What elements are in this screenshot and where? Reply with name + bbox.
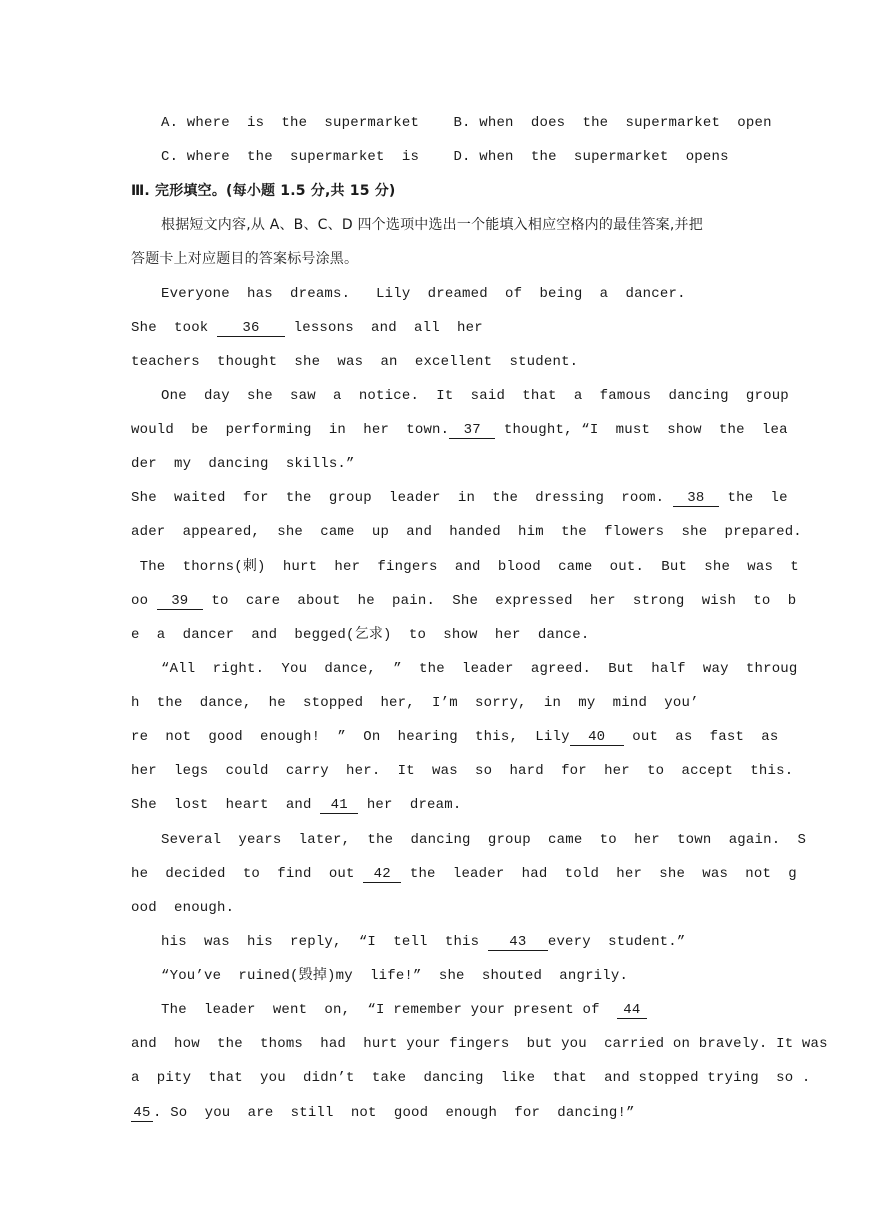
passage-line: “All right. You dance, ” the leader agreed. But half way throug: [161, 661, 798, 677]
option-row-cd: [161, 148, 729, 166]
passage-line: he decided to find out 42 the leader had told her she was not g: [131, 866, 797, 882]
passage-line: would be performing in her town. 37 thought, “I must show the lea: [131, 422, 788, 438]
option-c: C. where the supermarket is: [161, 149, 420, 165]
passage-line: ood enough.: [131, 900, 235, 916]
passage-line: She lost heart and 41 her dream.: [131, 797, 462, 813]
option-d: D. when the supermarket opens: [453, 149, 729, 165]
passage-line: The thorns(刺) hurt her fingers and blood came out. But she was t: [131, 559, 799, 575]
blank-39: 39: [157, 593, 203, 610]
option-a: A. where is the supermarket: [161, 115, 420, 131]
passage-line: and how the thoms had hurt your fingers but you carried on bravely. It was: [131, 1036, 828, 1052]
passage-line: teachers thought she was an excellent student.: [131, 354, 579, 370]
passage-line: She took 36 lessons and all her: [131, 320, 483, 336]
blank-42: 42: [363, 866, 401, 883]
passage-line: his was his reply, “I tell this 43 every student.”: [161, 934, 686, 950]
passage-line: Several years later, the dancing group came to her town again. S: [161, 832, 807, 848]
blank-36: 36: [217, 320, 285, 337]
passage-line: her legs could carry her. It was so hard for her to accept this.: [131, 763, 794, 779]
passage-line: Everyone has dreams. Lily dreamed of being a dancer.: [161, 286, 686, 302]
passage-line: der my dancing skills.”: [131, 456, 355, 472]
passage-line: The leader went on, “I remember your present of 44: [161, 1001, 647, 1019]
passage-line: She waited for the group leader in the dressing room. 38 the le: [131, 490, 788, 506]
blank-44: 44: [617, 1002, 647, 1019]
passage-line: One day she saw a notice. It said that a famous dancing group: [161, 388, 789, 404]
passage-line: e a dancer and begged(乞求) to show her dance.: [131, 627, 590, 643]
section-title: Ⅲ. 完形填空。(每小题 1.5 分,共 15 分): [131, 183, 396, 199]
blank-41: 41: [320, 797, 358, 814]
option-b: B. when does the supermarket open: [453, 115, 772, 131]
passage-line: h the dance, he stopped her, I’m sorry, in my mind you’: [131, 695, 699, 711]
blank-37: 37: [449, 422, 495, 439]
blank-40: 40: [570, 729, 624, 746]
passage-line: “You’ve ruined(毁掉)my life!” she shouted angrily.: [161, 968, 629, 984]
blank-45: 45: [131, 1105, 153, 1122]
instruction-line-1: 根据短文内容,从 A、B、C、D 四个选项中选出一个能填入相应空格内的最佳答案,并把: [161, 217, 703, 233]
blank-38: 38: [673, 490, 719, 507]
passage-line: 45 . So you are still not good enough for dancing!”: [131, 1104, 635, 1122]
passage-line: oo 39 to care about he pain. She expressed her strong wish to b: [131, 593, 797, 609]
passage-line: re not good enough! ” On hearing this, Lily 40 out as fast as: [131, 729, 779, 745]
blank-43: 43: [488, 934, 548, 951]
passage-line: a pity that you didn’t take dancing like that and stopped trying so .: [131, 1070, 811, 1086]
option-row-ab: [161, 114, 772, 132]
passage-line: ader appeared, she came up and handed him the flowers she prepared.: [131, 524, 802, 540]
instruction-line-2: 答题卡上对应题目的答案标号涂黑。: [131, 251, 359, 267]
